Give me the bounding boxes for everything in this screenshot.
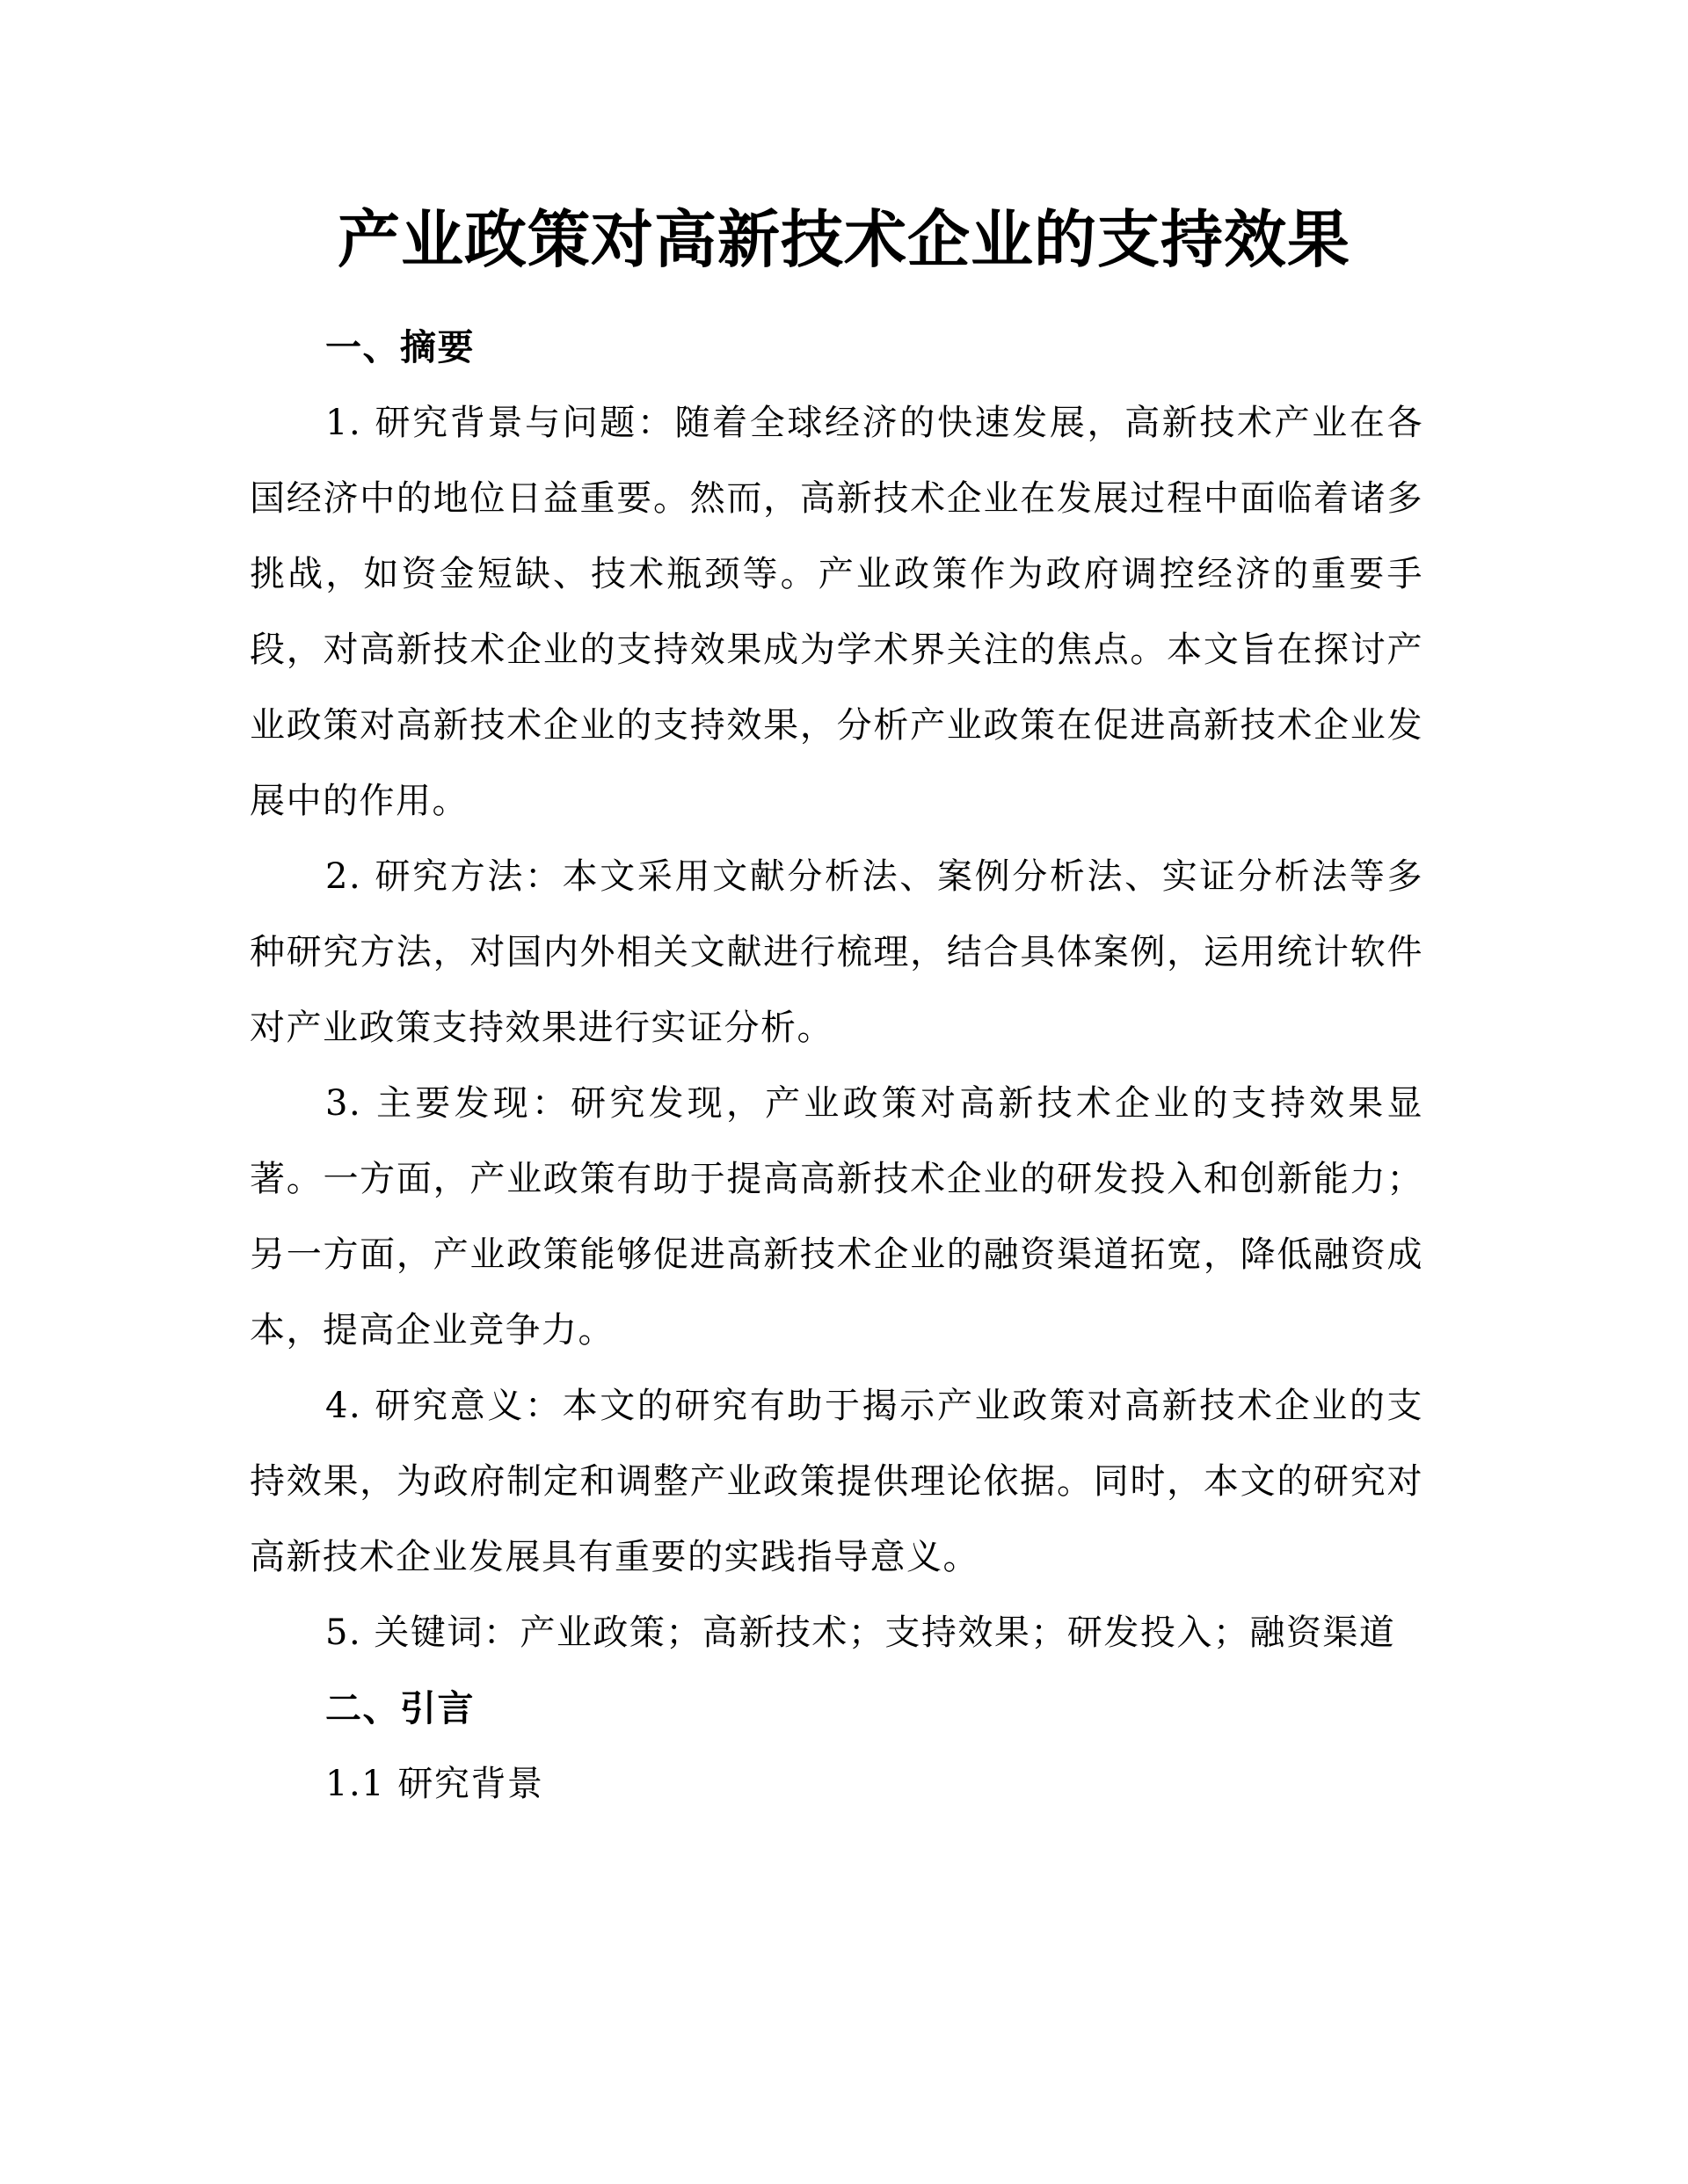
- paragraph-keywords: 5. 关键词：产业政策；高新技术；支持效果；研发投入；融资渠道: [325, 1613, 1396, 1653]
- paragraph-significance: 4. 研究意义：本文的研究有助于揭示产业政策对高新技术企业的支持效果，为政府制定和调整产业政策提供理论依据。同时，本文的研究对高新技术企业发展具有重要的实践指导意义。: [250, 1386, 1423, 1577]
- document-body: [250, 309, 1423, 1822]
- paragraph-background: 1. 研究背景与问题：随着全球经济的快速发展，高新技术产业在各国经济中的地位日益重要。然而，高新技术企业在发展过程中面临着诸多挑战，如资金短缺、技术瓶颈等。产业政策作为政府调控经济的重要手段，对高新技术企业的支持效果成为学术界关注的焦点。本文旨在探讨产业政策对高新技术企业的支持效果，分析产业政策在促进高新技术企业发展中的作用。: [250, 403, 1423, 821]
- document-title: 产业政策对高新技术企业的支持效果: [337, 202, 1350, 276]
- paragraph-findings: 3. 主要发现：研究发现，产业政策对高新技术企业的支持效果显著。一方面，产业政策有助于提高高新技术企业的研发投入和创新能力；另一方面，产业政策能够促进高新技术企业的融资渠道拓宽，降低融资成本，提高企业竞争力。: [250, 1083, 1423, 1350]
- section-heading-introduction: 二、引言: [325, 1687, 475, 1729]
- section-heading-abstract: 一、摘要: [325, 326, 475, 368]
- subsection-heading: 1.1 研究背景: [325, 1764, 544, 1804]
- paragraph-methods: 2. 研究方法：本文采用文献分析法、案例分析法、实证分析法等多种研究方法，对国内外相关文献进行梳理，结合具体案例，运用统计软件对产业政策支持效果进行实证分析。: [250, 856, 1423, 1048]
